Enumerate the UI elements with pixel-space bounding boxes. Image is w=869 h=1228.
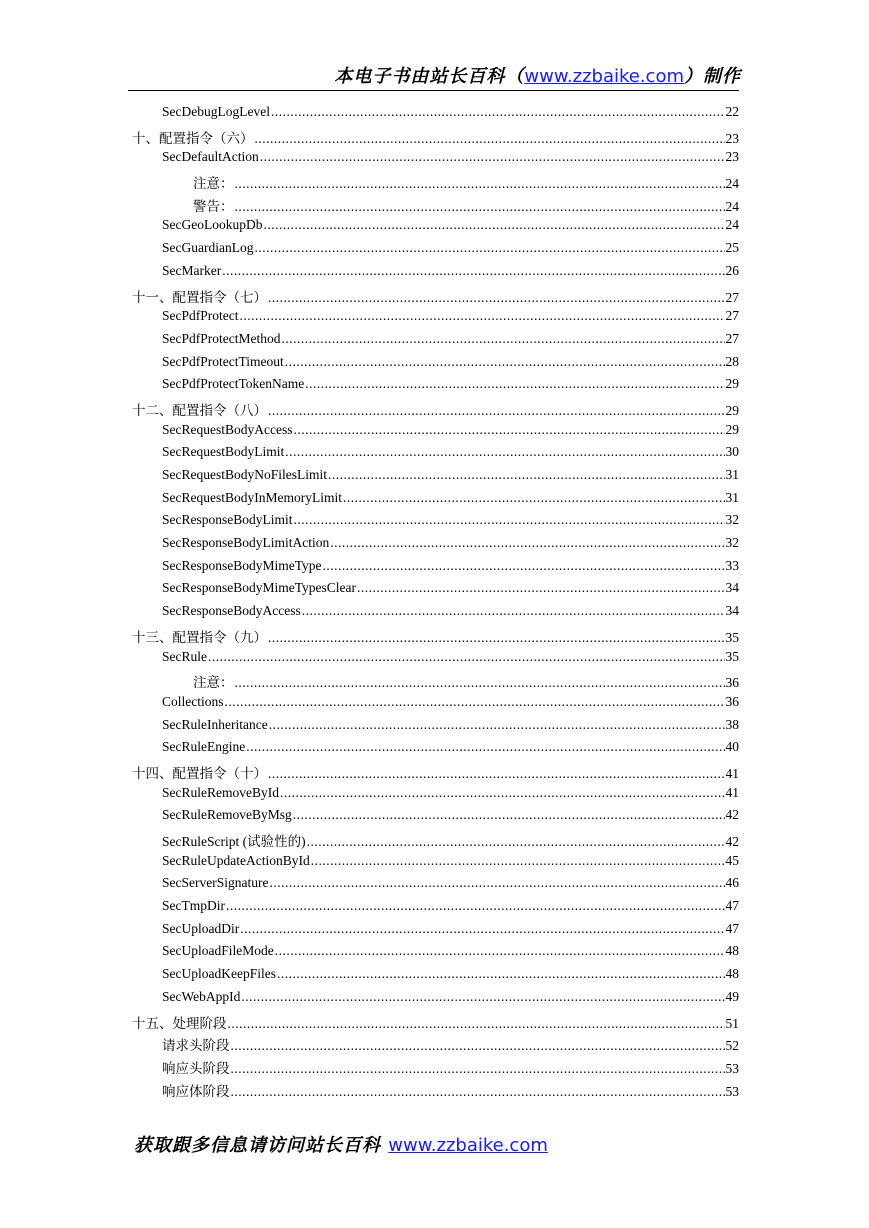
toc-entry-page-number: 27 <box>725 289 739 305</box>
toc-entry[interactable] <box>132 286 739 309</box>
toc-entry-page-number: 27 <box>725 308 739 324</box>
toc-dot-leader <box>343 490 725 506</box>
toc-entry-title: 十、配置指令（六） <box>132 130 254 146</box>
toc-entry-page-number: 31 <box>725 489 739 505</box>
toc-entry-page-number: 38 <box>725 716 739 732</box>
toc-entry-page-number: 45 <box>725 852 739 868</box>
toc-entry-page-number: 51 <box>725 1015 739 1031</box>
toc-entry-title: SecDebugLogLevel <box>162 104 270 119</box>
toc-dot-leader <box>305 376 724 392</box>
toc-entry[interactable] <box>132 467 739 490</box>
toc-entry[interactable] <box>132 217 739 240</box>
toc-entry-title: SecResponseBodyLimit <box>162 512 293 528</box>
toc-entry-title: 注意： <box>193 675 234 691</box>
toc-entry-title: SecPdfProtectMethod <box>162 330 281 346</box>
toc-entry-page-number: 36 <box>725 693 739 709</box>
toc-dot-leader <box>241 989 724 1005</box>
toc-dot-leader <box>269 875 724 891</box>
toc-dot-leader <box>231 1061 725 1077</box>
toc-entry[interactable] <box>132 762 739 785</box>
toc-entry-title: SecGuardianLog <box>162 240 254 256</box>
toc-entry-title: SecDefaultAction <box>162 149 259 165</box>
toc-entry-title: SecMarker <box>162 262 222 278</box>
table-of-contents <box>132 104 739 1102</box>
toc-entry[interactable] <box>132 1057 739 1080</box>
toc-entry-title: 注意： <box>193 176 234 192</box>
toc-entry-page-number: 35 <box>725 648 739 664</box>
toc-dot-leader <box>240 308 725 324</box>
toc-entry[interactable] <box>132 580 739 603</box>
toc-entry[interactable] <box>132 853 739 876</box>
toc-entry-title: 十二、配置指令（八） <box>132 402 267 418</box>
toc-entry[interactable] <box>132 127 739 150</box>
toc-entry[interactable] <box>132 490 739 513</box>
toc-dot-leader <box>255 131 725 147</box>
toc-entry[interactable] <box>132 331 739 354</box>
toc-entry[interactable] <box>132 626 739 649</box>
toc-entry[interactable] <box>132 830 739 853</box>
toc-entry-title: SecWebAppId <box>162 988 241 1004</box>
toc-entry-page-number: 34 <box>725 603 739 619</box>
toc-entry[interactable] <box>132 444 739 467</box>
header-divider <box>128 90 739 91</box>
toc-entry-title: SecRequestBodyAccess <box>162 421 293 437</box>
toc-entry-title: SecPdfProtectTimeout <box>162 353 284 369</box>
toc-entry-page-number: 35 <box>725 629 739 645</box>
toc-dot-leader <box>260 149 725 165</box>
toc-entry[interactable] <box>132 149 739 172</box>
toc-entry-title: SecRuleInheritance <box>162 716 268 732</box>
toc-dot-leader <box>268 290 725 306</box>
toc-entry-page-number: 24 <box>725 198 739 214</box>
toc-entry[interactable] <box>132 535 739 558</box>
toc-entry-page-number: 32 <box>725 512 739 528</box>
toc-entry-page-number: 49 <box>725 988 739 1004</box>
toc-entry-title: SecUploadDir <box>162 920 240 936</box>
toc-entry[interactable] <box>132 966 739 989</box>
toc-dot-leader <box>225 694 725 710</box>
toc-entry-title: 十三、配置指令（九） <box>132 629 267 645</box>
toc-entry[interactable] <box>132 512 739 535</box>
toc-entry[interactable] <box>132 875 739 898</box>
toc-entry-title: SecRequestBodyInMemoryLimit <box>162 489 342 505</box>
toc-entry-title: SecRule <box>162 648 207 664</box>
toc-dot-leader <box>294 512 725 528</box>
toc-dot-leader <box>328 467 725 483</box>
toc-dot-leader <box>231 1084 725 1100</box>
toc-dot-leader <box>285 444 724 460</box>
toc-entry-page-number: 36 <box>725 675 739 691</box>
toc-dot-leader <box>323 558 725 574</box>
toc-dot-leader <box>240 921 724 937</box>
toc-entry-page-number: 48 <box>725 966 739 982</box>
toc-entry-page-number: 47 <box>725 898 739 914</box>
toc-entry-title: 响应头阶段 <box>162 1060 230 1076</box>
toc-entry-title: 十五、处理阶段 <box>132 1015 227 1031</box>
toc-entry-page-number: 42 <box>725 834 739 849</box>
toc-entry-title: 警告： <box>193 198 234 214</box>
toc-entry-page-number: 29 <box>725 421 739 437</box>
toc-entry[interactable] <box>132 898 739 921</box>
toc-entry-page-number: 34 <box>725 580 739 596</box>
toc-entry[interactable] <box>132 240 739 263</box>
toc-entry[interactable] <box>132 1034 739 1057</box>
toc-entry[interactable] <box>132 603 739 626</box>
toc-entry-page-number: 46 <box>725 875 739 891</box>
toc-dot-leader <box>235 199 725 215</box>
footer-text: 获取跟多信息请访问站长百科 <box>134 1135 389 1156</box>
toc-entry-page-number: 48 <box>725 943 739 959</box>
toc-entry[interactable] <box>132 263 739 286</box>
toc-entry-title: SecResponseBodyLimitAction <box>162 535 330 551</box>
toc-entry[interactable] <box>132 671 739 694</box>
toc-entry[interactable] <box>132 694 739 717</box>
toc-entry-page-number: 41 <box>725 784 739 800</box>
toc-dot-leader <box>246 739 724 755</box>
toc-dot-leader <box>254 240 724 256</box>
toc-dot-leader <box>275 943 725 959</box>
toc-entry-title: SecGeoLookupDb <box>162 217 263 233</box>
toc-entry-page-number: 42 <box>725 807 739 823</box>
header-site-link[interactable]: www.zzbaike.com <box>524 66 684 87</box>
toc-dot-leader <box>285 354 725 370</box>
toc-dot-leader <box>307 834 725 850</box>
toc-entry-page-number: 28 <box>725 353 739 369</box>
toc-entry[interactable] <box>132 354 739 377</box>
toc-entry-page-number: 24 <box>725 217 739 233</box>
toc-dot-leader <box>330 535 724 551</box>
toc-entry-title: SecRequestBodyLimit <box>162 444 285 460</box>
toc-entry-title: SecRuleScript (试验性的) <box>162 834 306 849</box>
toc-entry-page-number: 47 <box>725 920 739 936</box>
toc-dot-leader <box>293 807 725 823</box>
toc-entry-page-number: 22 <box>725 104 739 119</box>
toc-dot-leader <box>271 104 725 120</box>
page-header <box>334 62 741 88</box>
toc-entry-page-number: 53 <box>725 1083 739 1099</box>
toc-dot-leader <box>263 217 724 233</box>
toc-dot-leader <box>280 785 725 801</box>
toc-entry-page-number: 29 <box>725 402 739 418</box>
toc-entry-title: SecUploadKeepFiles <box>162 966 276 982</box>
toc-entry-title: 十四、配置指令（十） <box>132 765 267 781</box>
toc-entry-title: 请求头阶段 <box>162 1038 230 1054</box>
toc-entry-title: 响应体阶段 <box>162 1083 230 1099</box>
toc-entry[interactable] <box>132 1012 739 1035</box>
toc-entry-page-number: 24 <box>725 176 739 192</box>
toc-entry[interactable] <box>132 785 739 808</box>
toc-entry-title: SecTmpDir <box>162 898 225 914</box>
toc-entry[interactable] <box>132 308 739 331</box>
toc-entry[interactable] <box>132 195 739 218</box>
toc-entry-title: SecResponseBodyMimeType <box>162 557 322 573</box>
toc-dot-leader <box>268 766 725 782</box>
toc-entry-title: SecRuleUpdateActionById <box>162 852 310 868</box>
toc-entry[interactable] <box>132 989 739 1012</box>
toc-entry-title: SecRuleRemoveById <box>162 784 279 800</box>
toc-dot-leader <box>302 603 725 619</box>
toc-dot-leader <box>208 649 725 665</box>
toc-entry-title: 十一、配置指令（七） <box>132 289 267 305</box>
toc-entry-title: Collections <box>162 693 224 709</box>
toc-entry[interactable] <box>132 399 739 422</box>
footer-site-link[interactable]: www.zzbaike.com <box>388 1135 548 1156</box>
toc-dot-leader <box>235 675 725 691</box>
toc-entry[interactable] <box>132 172 739 195</box>
toc-dot-leader <box>231 1038 725 1054</box>
toc-entry-page-number: 25 <box>725 240 739 256</box>
toc-entry-title: SecRuleRemoveByMsg <box>162 807 292 823</box>
toc-dot-leader <box>222 263 724 279</box>
toc-entry-page-number: 23 <box>725 149 739 165</box>
toc-entry-title: SecPdfProtectTokenName <box>162 376 305 392</box>
header-text-after: ）制作 <box>684 66 741 87</box>
toc-entry[interactable] <box>132 104 739 127</box>
toc-entry[interactable] <box>132 649 739 672</box>
toc-dot-leader <box>281 331 724 347</box>
toc-dot-leader <box>268 403 725 419</box>
toc-dot-leader <box>235 176 725 192</box>
toc-entry-page-number: 52 <box>725 1038 739 1054</box>
toc-entry-title: SecRequestBodyNoFilesLimit <box>162 467 327 482</box>
toc-entry[interactable] <box>132 422 739 445</box>
toc-entry-page-number: 53 <box>725 1060 739 1076</box>
toc-entry[interactable] <box>132 739 739 762</box>
toc-entry[interactable] <box>132 921 739 944</box>
toc-entry[interactable] <box>132 1080 739 1103</box>
toc-dot-leader <box>268 630 725 646</box>
toc-entry[interactable] <box>132 807 739 830</box>
toc-entry-title: SecPdfProtect <box>162 308 239 324</box>
toc-entry-page-number: 40 <box>725 739 739 755</box>
toc-dot-leader <box>228 1016 725 1032</box>
toc-dot-leader <box>311 853 725 869</box>
toc-entry-title: SecServerSignature <box>162 875 269 891</box>
toc-entry-page-number: 29 <box>725 376 739 392</box>
toc-entry-title: SecUploadFileMode <box>162 943 274 959</box>
page-footer <box>134 1131 548 1157</box>
toc-dot-leader <box>226 898 725 914</box>
toc-entry-page-number: 30 <box>725 444 739 460</box>
toc-dot-leader <box>293 422 724 438</box>
toc-entry-page-number: 26 <box>725 262 739 278</box>
toc-entry[interactable] <box>132 717 739 740</box>
toc-entry-page-number: 32 <box>725 535 739 551</box>
header-text-before: 本电子书由站长百科（ <box>334 66 525 87</box>
toc-entry[interactable] <box>132 376 739 399</box>
toc-entry-title: SecResponseBodyMimeTypesClear <box>162 580 357 596</box>
toc-entry-title: SecResponseBodyAccess <box>162 603 301 619</box>
toc-entry-page-number: 33 <box>725 557 739 573</box>
toc-entry-title: SecRuleEngine <box>162 739 246 755</box>
toc-entry-page-number: 41 <box>725 765 739 781</box>
toc-dot-leader <box>357 580 724 596</box>
toc-entry[interactable] <box>132 943 739 966</box>
toc-entry-page-number: 23 <box>725 130 739 146</box>
toc-entry-page-number: 31 <box>725 467 739 482</box>
toc-dot-leader <box>277 966 725 982</box>
toc-entry[interactable] <box>132 558 739 581</box>
toc-dot-leader <box>269 717 725 733</box>
toc-entry-page-number: 27 <box>725 330 739 346</box>
